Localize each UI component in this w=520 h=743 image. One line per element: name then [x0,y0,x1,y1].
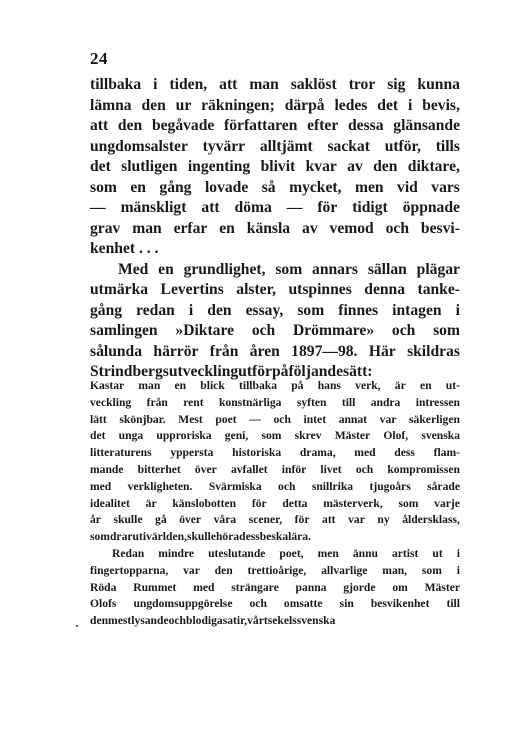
word: år [90,513,101,527]
body-text-line [90,178,460,199]
body-text-line [90,342,460,363]
word: gå [155,513,167,527]
word: Levertins [160,281,224,298]
word: på [291,379,304,392]
word: Svärmiska [208,479,262,493]
quote-text-line [90,580,460,597]
word: härrör [153,342,199,360]
word: känslobotten [172,496,237,510]
word: åldersklass, [402,513,460,527]
word: dess [239,530,260,544]
word: Strindbergs [90,363,169,380]
word: tillbaka [90,76,142,93]
word: en [174,379,187,392]
word: utmärka [90,281,149,298]
word: döma [234,199,272,216]
word: skönjbar. [119,412,166,426]
word: grundlighet, [183,260,266,278]
word: gång [159,178,192,196]
word: av [347,158,363,175]
word: Mäster [424,580,460,594]
quote-text-line [90,445,460,462]
word: vårt [247,614,268,628]
word: på [271,363,289,380]
margin-mark [76,625,78,627]
word: till [446,597,460,611]
word: i [455,301,460,319]
quote-text-line [90,395,460,412]
word: kunna [417,76,460,93]
word: syften [296,395,327,409]
word: för [317,199,338,216]
word: geni, [224,429,249,443]
word: bevis, [422,96,460,114]
quote-text-line [90,613,460,630]
word: åren [249,342,280,360]
word: Kastar [90,379,125,392]
word: och [391,322,416,339]
word: mänskligt [120,199,187,216]
word: sällan [367,260,407,278]
word: men [317,546,339,560]
word: som [90,530,110,544]
word: flam- [433,446,460,460]
word: och [385,219,409,237]
word: den [373,158,398,175]
word: drama, [299,446,336,460]
word: ut [132,530,143,544]
word: tiden, [169,76,208,93]
word: skrev [294,429,322,443]
word: besvi- [420,219,460,237]
word: finnes [338,301,379,319]
word: panna [295,580,327,594]
word: fingertopparna, [90,563,169,577]
word: blick [200,379,225,392]
word: tidigt [352,199,388,216]
word: unga [118,429,144,443]
quote-text-line [90,479,460,496]
word: Drömmare» [293,322,375,339]
word: mest [108,614,132,628]
word: ny [377,513,390,527]
word: kvar [305,158,337,175]
word: drar [109,530,133,544]
word: det [90,429,106,443]
body-text-line [90,239,460,260]
word: glänsande [393,117,460,134]
word: med [354,446,376,460]
word: uteslutande [208,546,266,560]
word: höra [215,530,240,544]
word: sålunda [90,342,143,360]
word: från [146,395,168,409]
word: som [433,322,460,339]
word: diktare, [407,158,460,175]
word: — [90,199,106,216]
word: grav [90,219,121,237]
word: från [209,342,239,360]
quote-text-line [90,596,460,613]
word: inför [281,462,307,476]
word: avfallet [230,462,268,476]
word: begåvade [151,117,215,134]
word: känsla [246,219,291,237]
word: 1897—98. [291,342,358,360]
word: den [207,301,232,319]
word: dess [394,446,415,460]
word: efter [307,117,339,134]
word: verkligheten. [127,479,193,493]
word: plägar [416,260,460,278]
word: över [194,462,217,476]
word: den [90,614,109,628]
word: för [294,513,310,527]
word: artist [391,546,419,560]
word: vid [397,178,418,196]
word: våra [213,513,237,527]
word: i [153,76,158,93]
word: poet [215,412,237,426]
word: i [188,301,194,319]
word: lovade [204,178,249,196]
word: scener, [248,513,283,527]
word: säkerligen [409,412,460,426]
word: med [193,580,215,594]
page-number: 24 [90,49,108,68]
word: strängare [231,580,279,594]
word: utveckling [168,363,239,380]
word: i [456,563,460,577]
word: besvikenhet [370,597,430,611]
word: tror [348,76,376,93]
word: snillrika [311,479,354,493]
body-text-line [90,321,460,342]
word: ännu [352,546,378,560]
quote-text-line [90,496,460,513]
word: omsatte [283,597,323,611]
word: man [132,219,162,237]
word: Olofs [90,597,117,611]
word: tillbaka [239,379,278,392]
word: tanke- [417,281,460,298]
word: tills [435,137,460,155]
word: gång [90,301,123,319]
word: livet [320,462,342,476]
word: litteraturens [90,446,152,460]
word: sårade [427,479,460,493]
word: annars [312,260,358,278]
word: sin [339,597,354,611]
word: poet, [279,546,304,560]
word: varje [434,496,460,510]
word: ut- [445,379,460,392]
word: Med [118,260,149,278]
word: trettioårige, [247,563,307,577]
word: ledes [334,96,368,114]
word: Röda [90,580,117,594]
quote-text-line [90,378,460,395]
word: skulle [113,513,143,527]
word: och [251,322,276,339]
word: vemod [329,219,374,237]
word: man [138,379,161,392]
word: lämna [90,96,132,114]
word: upproriska [156,429,212,443]
word: Olof, [383,429,409,443]
word: ut [432,546,443,560]
word: tyvärr [202,137,246,155]
word: var [348,513,365,527]
word: rent [183,395,204,409]
word: var [379,412,397,426]
word: en [130,178,146,196]
word: i [142,530,147,544]
word: verk, [355,379,381,392]
word: Här [368,342,396,360]
body-text-line [90,198,460,219]
word: en [158,260,174,278]
word: mycket, [289,178,342,196]
word: som [275,260,303,278]
body-text-line [90,96,460,117]
word: detta [282,496,308,510]
word: sätt: [343,363,373,380]
word: till [341,395,356,409]
word: erfar [173,219,208,237]
word: Mäster [334,429,371,443]
quote-text-line [90,428,460,445]
word: i [407,96,413,114]
word: utför, [384,137,421,155]
body-text-line [90,280,460,301]
word: historiska [232,446,282,460]
word: essay, [245,301,284,319]
block-quote [90,378,460,630]
word: är [394,379,406,392]
quote-text-line [90,529,460,546]
word: skulle [186,530,216,544]
body-text-line [90,75,460,96]
word: tjugoårs [369,479,411,493]
body-text-line [90,219,460,240]
word: allvarlige [321,563,368,577]
word: som [421,563,442,577]
word: ur [175,96,192,114]
word: författaren [224,117,298,134]
quote-text-line [90,546,460,563]
word: saklöst [290,76,337,93]
word: den [214,563,233,577]
word: kenhet . . . [90,240,159,257]
word: över [179,513,202,527]
word: att [90,117,109,134]
word: mindre [158,546,195,560]
body-text-line [90,137,460,158]
word: ungdomsalster [90,137,188,155]
body-text-line [90,157,460,178]
word: sekels [267,614,297,628]
word: som [297,301,325,319]
word: därpå [284,96,325,114]
word: en [419,379,432,392]
body-text-line [90,260,460,281]
word: om [392,580,408,594]
word: världen, [146,530,187,544]
word: man [249,76,279,93]
word: och [168,614,186,628]
quote-text-line [90,462,460,479]
word: veckling [90,395,132,409]
word: att [322,513,336,527]
word: blivit [260,158,296,175]
body-text-line [90,301,460,322]
word: att [201,199,220,216]
word: svenska [421,429,460,443]
word: och [249,597,267,611]
word: skildras [407,342,460,360]
word: följande [288,363,344,380]
word: som [261,429,282,443]
word: med [90,479,112,493]
word: räkningen; [201,96,275,114]
word: annat [338,412,368,426]
word: denna [364,281,406,298]
word: samlingen [90,322,158,339]
word: — [286,199,303,216]
word: kompromissen [387,462,460,476]
word: mästerverk, [323,496,383,510]
word: i [456,546,460,560]
word: Mest [178,412,203,426]
word: slutligen [121,158,178,175]
word: och [355,462,374,476]
word: sig [387,76,406,93]
word: redan [136,301,175,319]
word: hans [317,379,341,392]
word: idealitet [90,496,130,510]
body-text-line [90,116,460,137]
word: och [273,412,291,426]
word: Rummet [133,580,177,594]
word: av [302,219,318,237]
word: men [354,178,384,196]
word: det [90,158,111,175]
word: lysande [131,614,169,628]
word: gjorde [343,580,376,594]
word: så [261,178,276,196]
word: intagen [392,301,442,319]
word: utför [238,363,272,380]
word: sackat [327,137,370,155]
word: den [141,96,166,114]
word: är [145,496,157,510]
word: att [219,76,238,93]
word: intet [303,412,327,426]
word: alster, [236,281,276,298]
body-text [90,75,460,383]
quote-text-line [90,412,460,429]
word: som [398,496,419,510]
word: den [117,117,143,134]
word: ungdomsuppgörelse [133,597,233,611]
word: man, [382,563,408,577]
word: alltjämt [259,137,313,155]
word: beska [259,530,289,544]
quote-text-line [90,512,460,529]
word: var [183,563,200,577]
word: intressen [415,395,460,409]
word: andra [370,395,401,409]
word: ingenting [187,158,251,175]
word: — [249,412,261,426]
word: svenska [296,614,336,628]
word: som [90,178,117,196]
quote-text-line [90,563,460,580]
word: lätt [90,412,107,426]
word: för [251,496,267,510]
word: Redan [112,546,145,560]
word: »Diktare [175,322,235,339]
word: blodiga [186,614,223,628]
word: öppnade [402,199,460,216]
word: mande [90,462,124,476]
word: satir, [222,614,248,628]
word: dessa [348,117,384,134]
word: vars [431,178,460,196]
word: lära. [288,530,311,544]
word: det [377,96,399,114]
word: och [278,479,296,493]
word: konstnärliga [218,395,282,409]
word: en [219,219,235,237]
word: utspinnes [288,281,352,298]
word: yppersta [170,446,214,460]
word: bitterhet [137,462,181,476]
